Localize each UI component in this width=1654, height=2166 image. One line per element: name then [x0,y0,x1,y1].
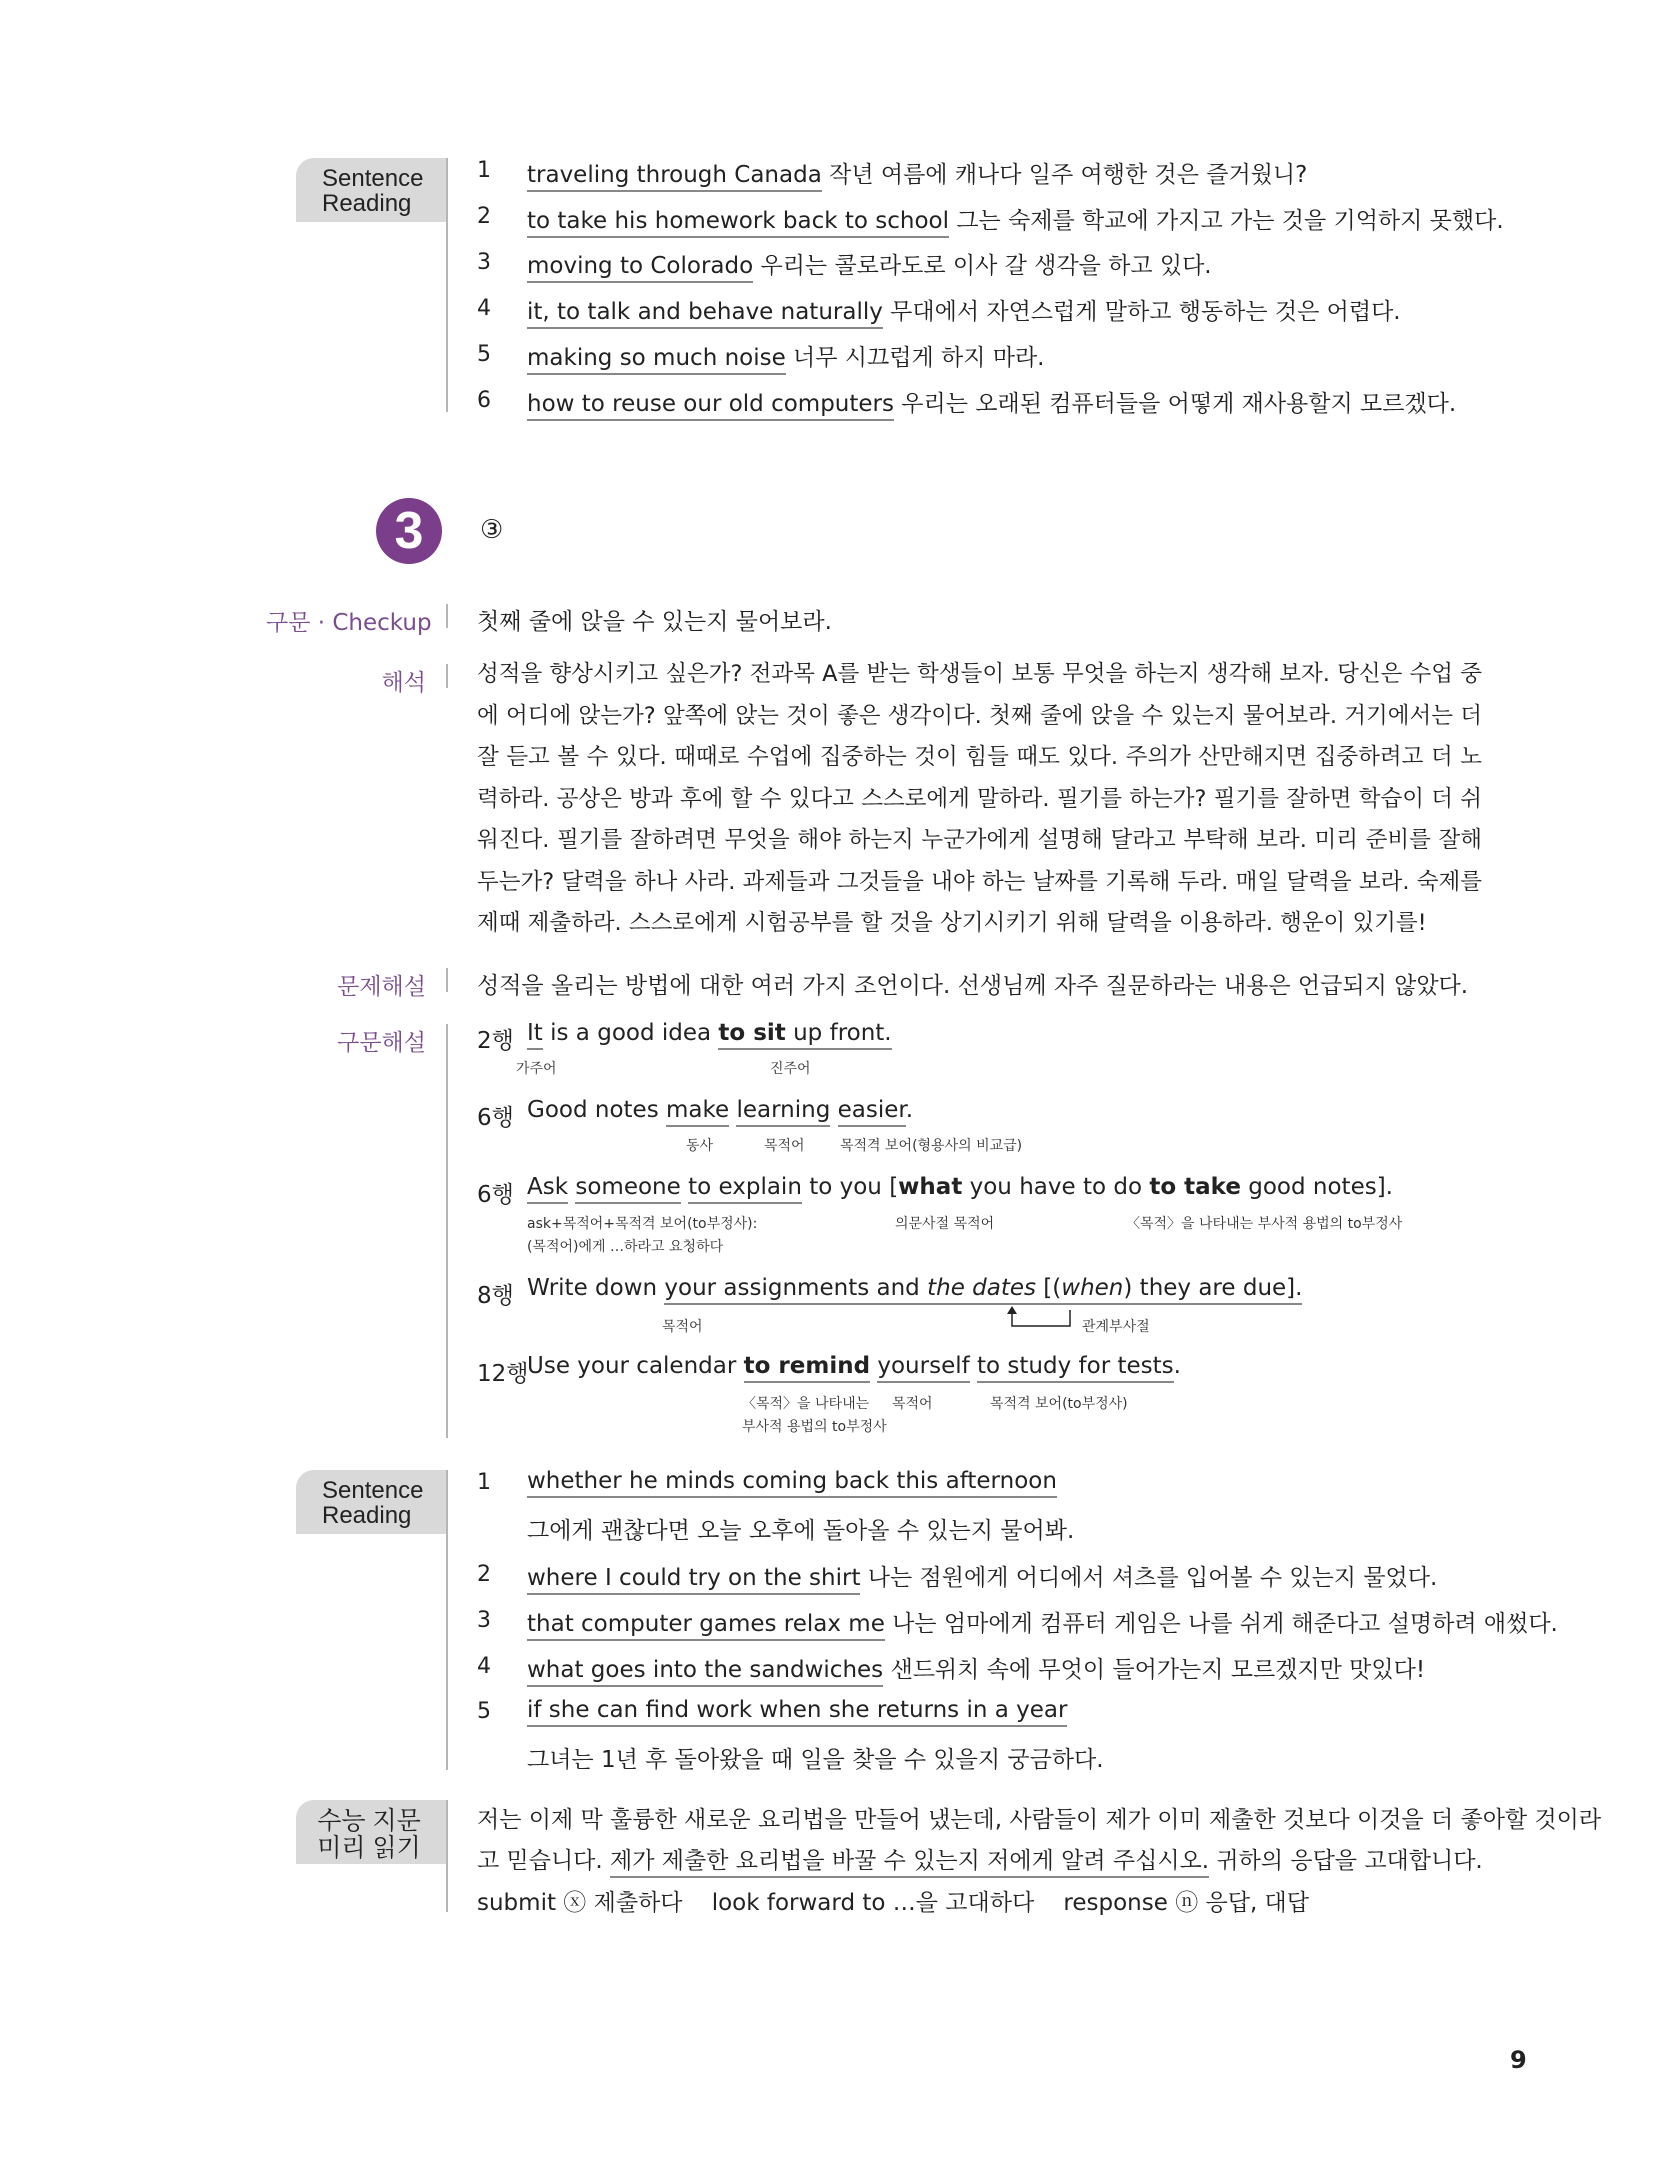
divider [446,1800,448,1912]
section-number-badge: 3 [376,498,442,564]
annotation: (목적어)에게 …하라고 요청하다 [527,1239,724,1255]
translation-text: 무대에서 자연스럽게 말하고 행동하는 것은 어렵다. [882,299,1401,325]
answer-phrase: to take his homework back to school [527,208,949,238]
divider [446,1024,448,1438]
annotation: 부사적 용법의 to부정사 [742,1419,887,1435]
line-ref: 6행 [477,1105,514,1131]
sentence-part: you have to do [962,1174,1150,1200]
infinitive-phrase: to remind [744,1353,870,1383]
vocabulary-line: submit ⓧ 제출하다 look forward to …을 고대하다 response ⓝ 응답, 대답 [477,1890,1309,1916]
annotation: 목적어 [892,1396,933,1412]
list-item [527,1559,1437,1592]
relative-adverb: when [1061,1275,1124,1301]
annotation: 〈목적〉을 나타내는 부사적 용법의 to부정사 [1126,1216,1403,1232]
annotation: 가주어 [516,1061,557,1077]
translation-text: 우리는 오래된 컴퓨터들을 어떻게 재사용할지 모르겠다. [894,391,1457,417]
item-number: 3 [477,250,491,275]
sentence-part: Write down [527,1275,665,1301]
list-item [527,385,1456,418]
translation-text: 나는 점원에게 어디에서 셔츠를 입어볼 수 있는지 물었다. [860,1565,1438,1591]
annotation: 목적격 보어(형용사의 비교급) [840,1138,1023,1154]
answer-phrase: how to reuse our old computers [527,391,894,421]
answer-phrase: traveling through Canada [527,162,822,192]
annotation: 목적어 [662,1319,703,1335]
sentence-part: . [905,1097,914,1123]
sentence-reading-tag [296,158,448,222]
divider [446,664,448,688]
item-number: 5 [477,342,491,367]
item-number: 1 [477,158,491,183]
translation-text: 그에게 괜찮다면 오늘 오후에 돌아올 수 있는지 물어봐. [527,1518,1075,1544]
object-word: learning [736,1097,830,1127]
divider [446,1470,448,1770]
answer-phrase: what goes into the sandwiches [527,1657,883,1687]
object-phrase: your assignments and [664,1275,928,1301]
complement-word: to explain [688,1174,802,1204]
line-ref: 2행 [477,1028,514,1054]
item-number: 6 [477,388,491,413]
sentence-part: 귀하의 응답을 고대합니다. [1209,1848,1483,1874]
checkup-label: 구문 · Checkup [266,610,432,636]
sentence-reading-tag [296,1470,448,1534]
answer-phrase: making so much noise [527,345,786,375]
line-ref: 12행 [477,1361,529,1387]
grammar-label: 구문해설 [337,1030,426,1056]
annotation: 목적격 보어(to부정사) [990,1396,1128,1412]
list-item [527,1697,1067,1723]
annotation: 진주어 [770,1061,811,1077]
translation-text: 그녀는 1년 후 돌아왔을 때 일을 찾을 수 있을지 궁금하다. [527,1747,1104,1773]
example-sentence [527,1174,1393,1200]
infinitive-phrase: to sit [718,1020,785,1050]
example-sentence [527,1353,1181,1379]
sentence-part: Good notes [527,1097,666,1123]
item-number: 2 [477,204,491,229]
checkup-text: 첫째 줄에 앉을 수 있는지 물어보라. [477,609,832,635]
sentence-part: ) they are due]. [1123,1275,1303,1301]
annotation: 목적어 [764,1138,805,1154]
divider [446,604,448,628]
sentence-part: is a good idea [542,1020,719,1046]
answer-phrase: it, to talk and behave naturally [527,299,883,329]
object-word: yourself [877,1353,969,1383]
list-item [527,247,1212,280]
translation-text: 너무 시끄럽게 하지 마라. [785,345,1045,371]
answer-phrase: where I could try on the shirt [527,1565,860,1595]
complement-phrase: to study for tests [977,1353,1174,1383]
item-number: 2 [477,1562,491,1587]
item-number: 4 [477,1654,491,1679]
list-item [527,1651,1425,1684]
wh-word: what [898,1174,963,1200]
sentence-part: to you [ [801,1174,899,1200]
sentence-part: up front. [786,1020,892,1050]
problem-text: 성적을 올리는 방법에 대한 여러 가지 조언이다. 선생님께 자주 질문하라는 내용은 언급되지 않았다. [477,973,1469,999]
annotation: 의문사절 목적어 [895,1216,995,1232]
subject-word: It [527,1020,543,1050]
annotation: 〈목적〉을 나타내는 [742,1396,870,1412]
answer-choice: ③ [480,515,504,545]
sentence-part: Use your calendar [527,1353,744,1379]
annotation: 관계부사절 [1082,1319,1150,1335]
divider [446,158,448,412]
preview-text-line: 저는 이제 막 훌륭한 새로운 요리법을 만들어 냈는데, 사람들이 제가 이미 제출한 것보다 이것을 더 좋아할 것이라 [477,1807,1602,1833]
sentence-part: good notes]. [1240,1174,1393,1200]
page-number: 9 [1510,2046,1527,2074]
item-number: 3 [477,1608,491,1633]
object-word: someone [575,1174,680,1204]
translation-text: 샌드위치 속에 무엇이 들어가는지 모르겠지만 맛있다! [883,1657,1426,1683]
sentence-part: 고 믿습니다. [477,1848,611,1874]
list-item [527,202,1504,235]
annotation: 동사 [686,1138,714,1154]
highlighted-sentence: 제가 제출한 요리법을 바꿀 수 있는지 저에게 알려 주십시오. [610,1848,1209,1878]
preview-label: 수능 지문 미리 읽기 [317,1807,421,1862]
translation-text: 우리는 콜로라도로 이사 갈 생각을 하고 있다. [753,253,1212,279]
sentence-reading-label: Sentence Reading [322,165,424,217]
divider [446,968,448,992]
preview-text-line [477,1842,1483,1875]
list-item [527,156,1307,189]
line-ref: 8행 [477,1283,514,1309]
translation-text: 그는 숙제를 학교에 가지고 가는 것을 기억하지 못했다. [949,208,1504,234]
example-sentence [527,1275,1302,1301]
complement-word: easier [838,1097,906,1127]
answer-phrase: moving to Colorado [527,253,753,283]
sentence-part: [( [1036,1275,1062,1301]
list-item [527,1468,1057,1494]
translation-text: 작년 여름에 캐나다 일주 여행한 것은 즐거웠니? [821,162,1308,188]
problem-label: 문제해설 [337,974,426,1000]
list-item [527,339,1045,372]
answer-phrase: whether he minds coming back this afternoon [527,1468,1057,1498]
infinitive-phrase: to take [1149,1174,1241,1200]
item-number: 5 [477,1699,491,1724]
list-item [527,293,1401,326]
sentence-reading-label: Sentence Reading [322,1477,424,1529]
verb-word: make [666,1097,729,1127]
list-item [527,1605,1558,1638]
annotation: ask+목적어+목적격 보어(to부정사): [527,1216,758,1232]
sentence-part: . [1173,1353,1181,1379]
verb-word: Ask [527,1174,568,1204]
translation-paragraph: 성적을 향상시키고 싶은가? 전과목 A를 받는 학생들이 보통 무엇을 하는지 생각해 보자. 당신은 수업 중에 어디에 앉는가? 앞쪽에 앉는 것이 좋은 생각이다. 첫째 줄에 앉을 수 있는지 물어보라. 거기에서는 더 잘 듣고 볼 수 있다. 때때로 수업에 집중하는 것이 힘들 때도 있다. 주의가 산만해지면 집중하려고 더 노력하라. 공상은 방과 후에 할 수 있다고 스스로에게 말하라. 필기를 하는가? 필기를 잘하면 학습이 더 쉬워진다. 필기를 잘하려면 무엇을 해야 하는지 누군가에게 설명해 달라고 부탁해 보라. 미리 준비를 잘해 두는가? 달력을 하나 사라. 과제들과 그것들을 내야 하는 날짜를 기록해 두라. 매일 달력을 보라. 숙제를 제때 제출하라. 스스로에게 시험공부를 할 것을 상기시키기 위해 달력을 이용하라. 행운이 있기를! [477,661,1482,936]
line-ref: 6행 [477,1182,514,1208]
preview-tag [296,1800,448,1864]
example-sentence [527,1097,913,1123]
translation-label: 해석 [381,670,426,696]
example-sentence [527,1020,892,1046]
item-number: 1 [477,1470,491,1495]
answer-phrase: that computer games relax me [527,1611,885,1641]
antecedent-word: the dates [927,1275,1036,1301]
translation-text: 나는 엄마에게 컴퓨터 게임은 나를 쉬게 해준다고 설명하려 애썼다. [884,1611,1558,1637]
reference-arrow-icon [1000,1306,1080,1332]
answer-phrase: if she can find work when she returns in a year [527,1697,1067,1727]
item-number: 4 [477,296,491,321]
